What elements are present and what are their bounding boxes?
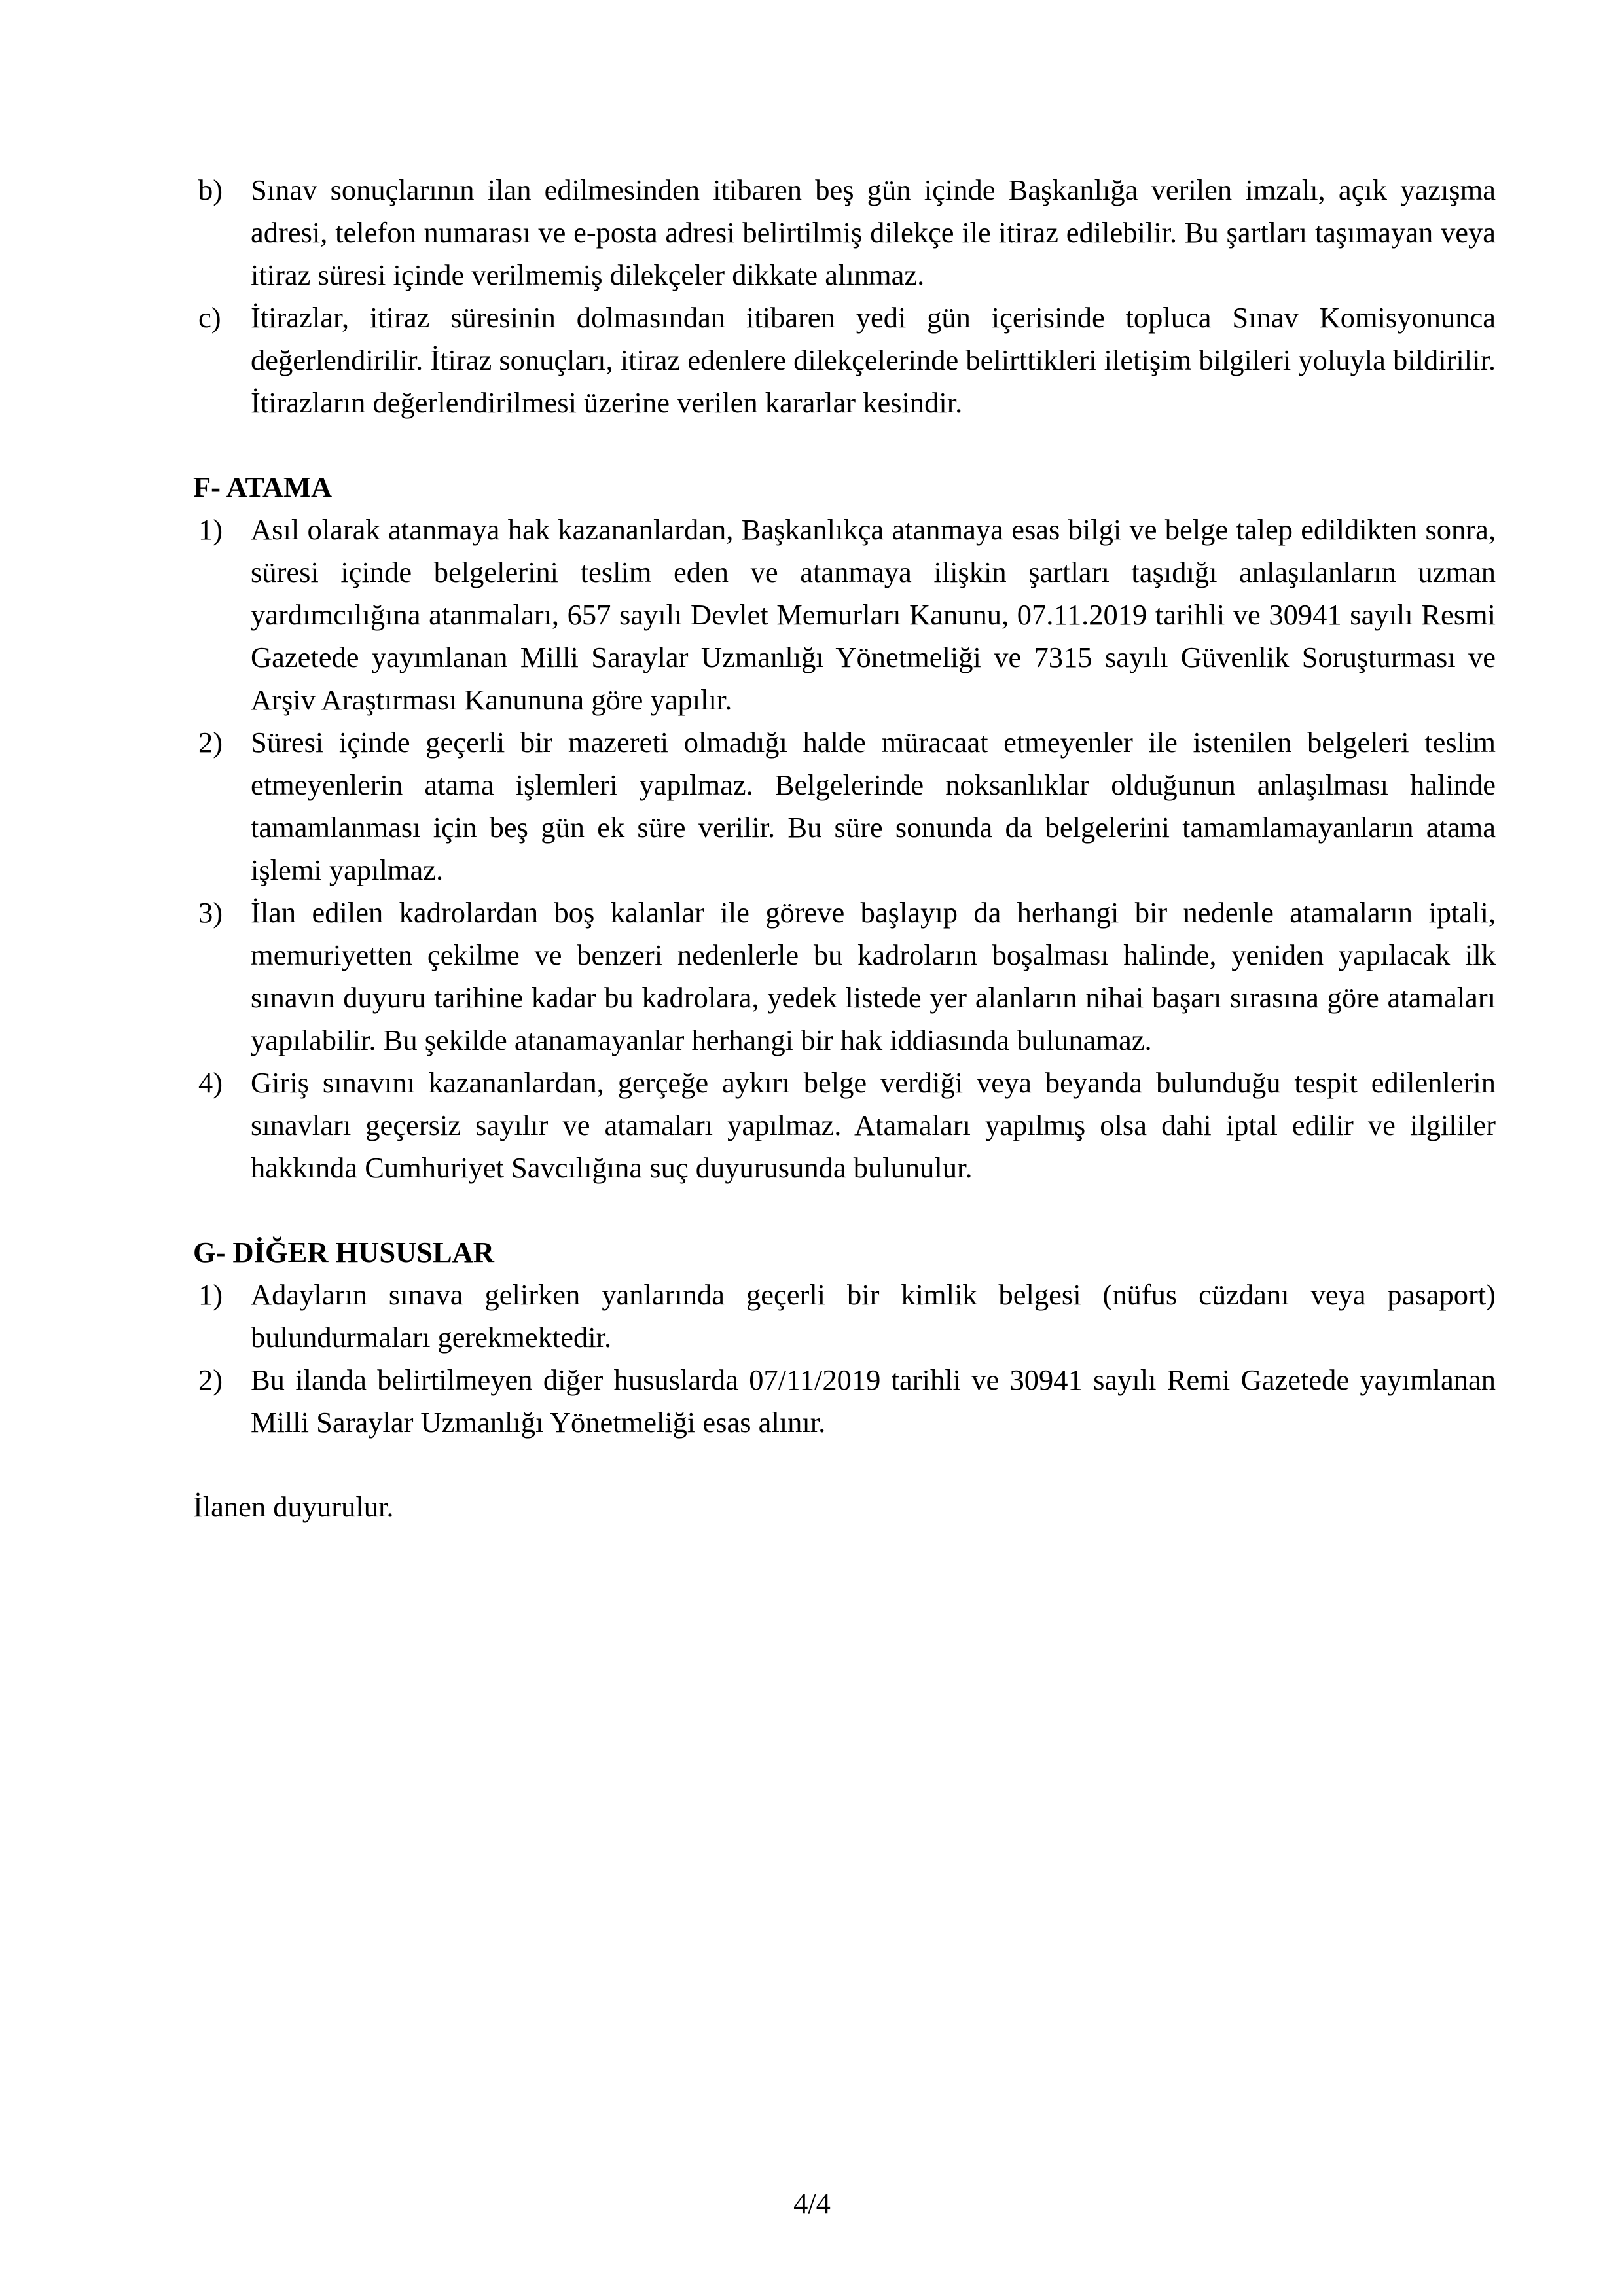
list-marker: 2) <box>198 1363 223 1396</box>
list-marker: 1) <box>198 513 223 546</box>
list-marker: c) <box>198 301 221 334</box>
list-item <box>193 1359 1496 1444</box>
section-e-list <box>193 169 1496 424</box>
list-marker: b) <box>198 173 223 206</box>
list-marker: 3) <box>198 896 223 929</box>
document-body <box>193 169 1496 1528</box>
list-item-text: İlan edilen kadrolardan boş kalanlar ile göreve başlayıp da herhangi bir nedenle atamaların iptali, memuriyetten çekilme ve benzeri nedenlerle bu kadroların boşalması halinde, yeniden yapılacak ilk sınavın duyuru tarihine kadar bu kadrolara, yedek listede yer alanların nihai başarı sırasına göre atamaları yapılabilir. Bu şekilde atanamayanlar herhangi bir hak iddiasında bulunamaz. <box>251 896 1496 1056</box>
list-item <box>193 891 1496 1062</box>
list-marker: 2) <box>198 726 223 759</box>
list-item-text: İtirazlar, itiraz süresinin dolmasından itibaren yedi gün içerisinde topluca Sınav Komisyonunca değerlendirilir. İtiraz sonuçları, itiraz edenlere dilekçelerinde belirttikleri iletişim bilgileri yoluyla bildirilir. İtirazların değerlendirilmesi üzerine verilen kararlar kesindir. <box>251 301 1496 419</box>
section-heading-atama: F- ATAMA <box>193 471 333 503</box>
list-item-text: Süresi içinde geçerli bir mazereti olmadığı halde müracaat etmeyenler ile istenilen belgeleri teslim etmeyenlerin atama işlemleri yapılmaz. Belgelerinde noksanlıklar olduğunun anlaşılması halinde tamamlanması için beş gün ek süre verilir. Bu süre sonunda da belgelerini tamamlamayanların atama işlemi yapılmaz. <box>251 726 1496 886</box>
list-item <box>193 1274 1496 1359</box>
page-number: 4/4 <box>793 2187 831 2219</box>
list-item-text: Asıl olarak atanmaya hak kazananlardan, Başkanlıkça atanmaya esas bilgi ve belge talep edildikten sonra, süresi içinde belgelerini teslim eden ve atanmaya ilişkin şartları taşıdığı anlaşılanların uzman yardımcılığına atanmaları, 657 sayılı Devlet Memurları Kanunu, 07.11.2019 tarihli ve 30941 sayılı Resmi Gazetede yayımlanan Milli Saraylar Uzmanlığı Yönetmeliği ve 7315 sayılı Güvenlik Soruşturması ve Arşiv Araştırması Kanununa göre yapılır. <box>251 513 1496 716</box>
closing-statement: İlanen duyurulur. <box>193 1490 394 1523</box>
section-f-list <box>193 509 1496 1189</box>
list-item <box>193 1062 1496 1189</box>
list-item <box>193 296 1496 424</box>
section-g-list <box>193 1274 1496 1444</box>
list-marker: 4) <box>198 1066 223 1099</box>
section-heading-diger-hususlar: G- DİĞER HUSUSLAR <box>193 1236 494 1268</box>
list-item <box>193 509 1496 721</box>
list-item <box>193 169 1496 296</box>
list-item <box>193 721 1496 891</box>
list-item-text: Adayların sınava gelirken yanlarında geçerli bir kimlik belgesi (nüfus cüzdanı veya pasaport) bulundurmaları gerekmektedir. <box>251 1278 1496 1354</box>
list-marker: 1) <box>198 1278 223 1311</box>
list-item-text: Giriş sınavını kazananlardan, gerçeğe aykırı belge verdiği veya beyanda bulunduğu tespit edilenlerin sınavları geçersiz sayılır ve atamaları yapılmaz. Atamaları yapılmış olsa dahi iptal edilir ve ilgililer hakkında Cumhuriyet Savcılığına suç duyurusunda bulunulur. <box>251 1066 1496 1184</box>
list-item-text: Bu ilanda belirtilmeyen diğer hususlarda 07/11/2019 tarihli ve 30941 sayılı Remi Gazetede yayımlanan Milli Saraylar Uzmanlığı Yönetmeliği esas alınır. <box>251 1363 1496 1439</box>
list-item-text: Sınav sonuçlarının ilan edilmesinden itibaren beş gün içinde Başkanlığa verilen imzalı, açık yazışma adresi, telefon numarası ve e-posta adresi belirtilmiş dilekçe ile itiraz edilebilir. Bu şartları taşımayan veya itiraz süresi içinde verilmemiş dilekçeler dikkate alınmaz. <box>251 173 1496 291</box>
